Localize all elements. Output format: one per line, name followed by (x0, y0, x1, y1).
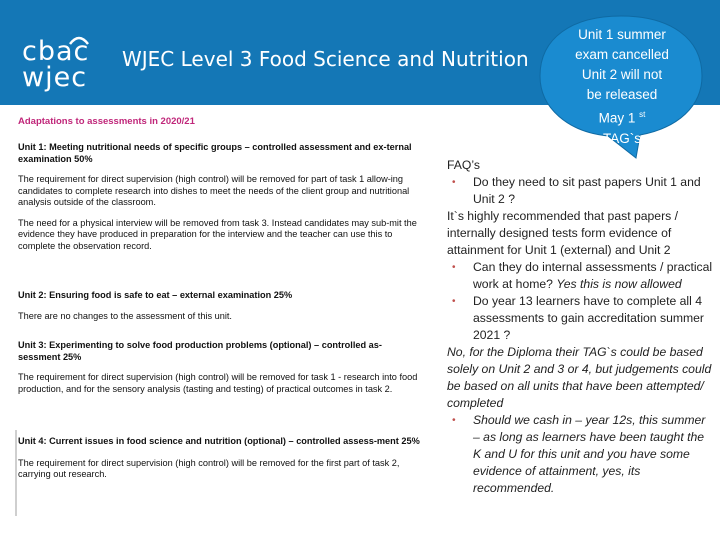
unit-4-section (18, 436, 423, 481)
faq-question-4 (447, 412, 715, 497)
unit-3-section (18, 340, 423, 395)
adaptations-document (18, 108, 436, 518)
faq-question-text: Do they need to sit past papers Unit 1 and Unit 2 ? (473, 175, 701, 206)
unit-1-paragraph-2: The need for a physical interview will be removed from task 3. Instead candidates may sub-mit the evidence they have produced in preparation for the interview and the teacher can use this to complete the observation record. (18, 217, 417, 251)
bubble-date: May 1 (598, 110, 636, 126)
faq-heading: FAQ’s (447, 158, 480, 172)
faq-question-text: Should we cash in – year 12s, this summer – as long as learners have been taught the K and U for this unit and you have some evidence of attainment, yes, its recommended. (473, 413, 706, 495)
unit-1-title: Unit 1: Meeting nutritional needs of specific groups – controlled assessment and ex-ternal examination 50% (18, 142, 412, 164)
unit-1-paragraph-1: The requirement for direct supervision (high control) will be removed for part of task 1 allow-ing candidates to complete research into dishes to meet the needs of the client group and nutritional analysis outside of the classroom. (18, 174, 410, 207)
bullet-icon: • (452, 296, 456, 307)
unit-1-section (18, 142, 423, 252)
faq-question-text: Can they do internal assessments / practical work at home? (473, 260, 713, 291)
faq-answer-1: It`s highly recommended that past papers / internally designed tests form evidence of attainment for Unit 1 (external) and Unit 2 (447, 209, 679, 257)
faq-question-2 (447, 259, 715, 293)
slide-title: WJEC Level 3 Food Science and Nutrition (122, 47, 529, 71)
faq-question-3 (447, 293, 715, 344)
bubble-line: Unit 1 summer (578, 27, 666, 42)
bubble-line: exam cancelled (575, 47, 669, 62)
faq-panel (447, 157, 715, 497)
faq-answer-3: No, for the Diploma their TAG`s could be based solely on Unit 2 and 3 or 4, but judgements could be based on all units that have been attempted/ completed (447, 345, 712, 410)
bullet-icon: • (452, 177, 456, 188)
bubble-superscript: st (639, 110, 646, 119)
document-heading: Adaptations to assessments in 2020/21 (18, 116, 195, 127)
unit-3-paragraph: The requirement for direct supervision (high control) will be removed for task 1 - research into food production, and for the sensory analysis (tasting and testing) of practical outcomes in task 2. (18, 372, 418, 394)
unit-4-title: Unit 4: Current issues in food science and nutrition (optional) – controlled assess-ment 25% (18, 436, 420, 446)
logo-text-wjec: wjec (22, 62, 88, 93)
bubble-line: be released (586, 87, 658, 102)
wjec-logo (14, 18, 114, 98)
faq-question-1 (447, 174, 715, 208)
unit-3-title: Unit 3: Experimenting to solve food production problems (optional) – controlled as-sessment 25% (18, 340, 382, 362)
bubble-line: TAG`s (603, 130, 641, 146)
faq-question-text: Do year 13 learners have to complete all 4 assessments to gain accreditation summer 2021 ? (473, 294, 704, 342)
unit-2-title: Unit 2: Ensuring food is safe to eat – external examination 25% (18, 290, 293, 300)
bubble-text (556, 25, 688, 149)
unit-2-section (18, 290, 423, 322)
bullet-icon: • (452, 415, 456, 426)
unit-4-paragraph: The requirement for direct supervision (high control) will be removed for the first part of task 2, carrying out research. (18, 457, 400, 479)
faq-answer-2: Yes this is now allowed (556, 277, 682, 291)
section-divider (15, 430, 17, 516)
bullet-icon: • (452, 262, 456, 273)
bubble-line: Unit 2 will not (581, 67, 663, 82)
unit-2-paragraph: There are no changes to the assessment of this unit. (18, 310, 232, 321)
bubble-line-date (556, 105, 688, 129)
logo-text-cbac: cbac (22, 36, 90, 67)
